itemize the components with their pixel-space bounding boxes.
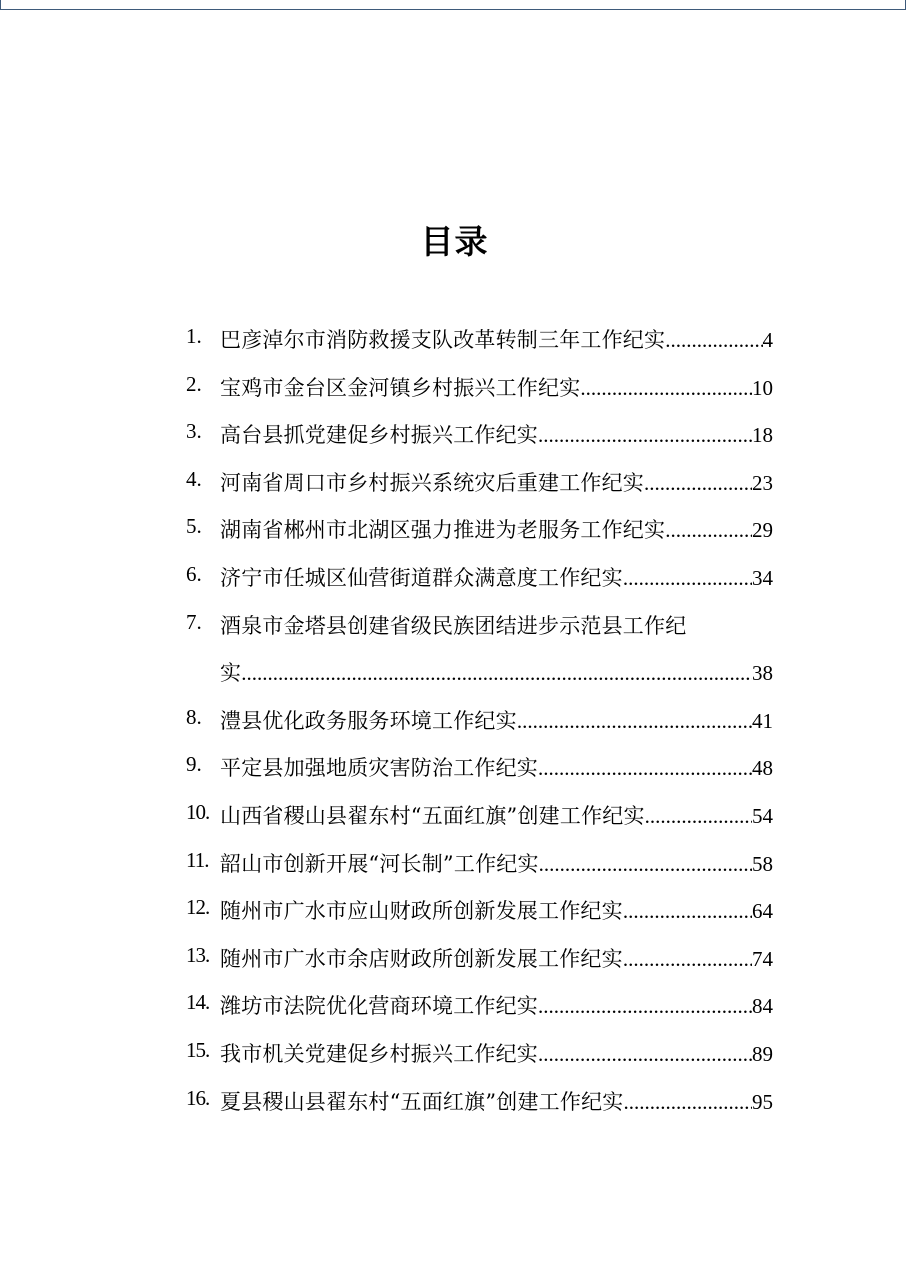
dot-leader — [623, 1090, 752, 1115]
entry-title: 湖南省郴州市北湖区强力推进为老服务工作纪实 — [220, 518, 666, 543]
dot-leader — [623, 899, 752, 924]
page-number: 84 — [752, 994, 773, 1019]
page-title: 目录 — [420, 222, 489, 261]
page-number: 18 — [752, 423, 773, 448]
page-frame — [0, 0, 906, 10]
entry-title: 济宁市任城区仙营街道群众满意度工作纪实 — [220, 565, 623, 590]
dot-leader — [517, 709, 752, 734]
page-number: 95 — [752, 1089, 773, 1114]
dot-leader — [665, 518, 752, 543]
dot-leader — [623, 947, 752, 972]
dot-leader — [623, 566, 752, 591]
page-number: 74 — [752, 946, 773, 971]
dot-leader — [538, 756, 752, 781]
dot-leader — [538, 994, 752, 1019]
toc-entry[interactable] — [186, 697, 773, 745]
dot-leader — [644, 471, 752, 496]
page-number: 41 — [752, 708, 773, 733]
entry-title: 巴彦淖尔市消防救援支队改革转制三年工作纪实 — [220, 328, 666, 352]
entry-number: 12. — [186, 895, 210, 920]
dot-leader — [665, 328, 762, 353]
entry-number: 4. — [186, 466, 202, 491]
toc-entry[interactable] — [186, 554, 773, 602]
entry-title-line1: 酒泉市金塔县创建省级民族团结进步示范县工作纪 — [220, 613, 687, 638]
toc-entry[interactable] — [186, 411, 773, 459]
entry-title: 宝鸡市金台区金河镇乡村振兴工作纪实 — [220, 375, 581, 400]
toc-entry[interactable] — [186, 506, 773, 554]
entry-number: 13. — [186, 942, 210, 967]
dot-leader — [539, 852, 752, 877]
dot-leader — [241, 661, 752, 686]
entry-title: 随州市广水市余店财政所创新发展工作纪实 — [220, 946, 623, 971]
toc-entry[interactable] — [186, 840, 773, 888]
entry-number: 5. — [186, 514, 202, 539]
page-number: 34 — [752, 565, 773, 590]
toc-entry[interactable] — [186, 1030, 773, 1078]
toc-entry[interactable] — [186, 364, 773, 412]
dot-leader — [538, 1042, 752, 1067]
entry-number: 15. — [186, 1037, 210, 1062]
dot-leader — [580, 376, 752, 401]
toc-entry[interactable] — [186, 982, 773, 1030]
entry-title-line2: 实 — [220, 661, 242, 686]
toc-entry[interactable] — [186, 316, 773, 364]
entry-title: 韶山市创新开展“河长制”工作纪实 — [220, 851, 539, 876]
entry-number: 3. — [186, 419, 202, 444]
page-number: 58 — [752, 851, 773, 876]
entry-title: 夏县稷山县翟东村“五面红旗”创建工作纪实 — [220, 1089, 624, 1114]
entry-title: 澧县优化政务服务环境工作纪实 — [220, 708, 517, 733]
entry-number: 16. — [186, 1085, 210, 1110]
page-number: 23 — [752, 470, 773, 495]
entry-title: 高台县抓党建促乡村振兴工作纪实 — [220, 423, 538, 448]
dot-leader — [645, 804, 752, 829]
page-number: 10 — [752, 375, 773, 400]
page-number: 38 — [752, 661, 773, 686]
entry-number: 9. — [186, 752, 202, 777]
toc-entry[interactable] — [186, 744, 773, 792]
dot-leader — [538, 423, 752, 448]
toc-entry[interactable] — [186, 459, 773, 507]
entry-number: 7. — [186, 609, 202, 634]
entry-title: 平定县加强地质灾害防治工作纪实 — [220, 756, 538, 781]
page-number: 89 — [752, 1041, 773, 1066]
entry-title: 随州市广水市应山财政所创新发展工作纪实 — [220, 899, 623, 924]
page-number: 4 — [762, 328, 773, 352]
entry-number: 14. — [186, 990, 210, 1015]
toc-entry[interactable] — [186, 602, 773, 697]
toc-entry[interactable] — [186, 887, 773, 935]
entry-title: 山西省稷山县翟东村“五面红旗”创建工作纪实 — [220, 803, 645, 828]
entry-title: 潍坊市法院优化营商环境工作纪实 — [220, 994, 538, 1019]
entry-number: 8. — [186, 704, 202, 729]
entry-number: 11. — [186, 847, 209, 872]
entry-title: 河南省周口市乡村振兴系统灾后重建工作纪实 — [220, 470, 644, 495]
entry-number: 1. — [186, 324, 202, 348]
toc-entry[interactable] — [186, 1078, 773, 1126]
table-of-contents — [186, 316, 773, 1125]
page-number: 29 — [752, 518, 773, 543]
entry-number: 2. — [186, 371, 202, 396]
entry-number: 6. — [186, 561, 202, 586]
page-number: 54 — [752, 803, 773, 828]
page-number: 64 — [752, 899, 773, 924]
page-number: 48 — [752, 756, 773, 781]
toc-entry[interactable] — [186, 792, 773, 840]
entry-title: 我市机关党建促乡村振兴工作纪实 — [220, 1041, 538, 1066]
toc-entry[interactable] — [186, 935, 773, 983]
entry-number: 10. — [186, 799, 210, 824]
